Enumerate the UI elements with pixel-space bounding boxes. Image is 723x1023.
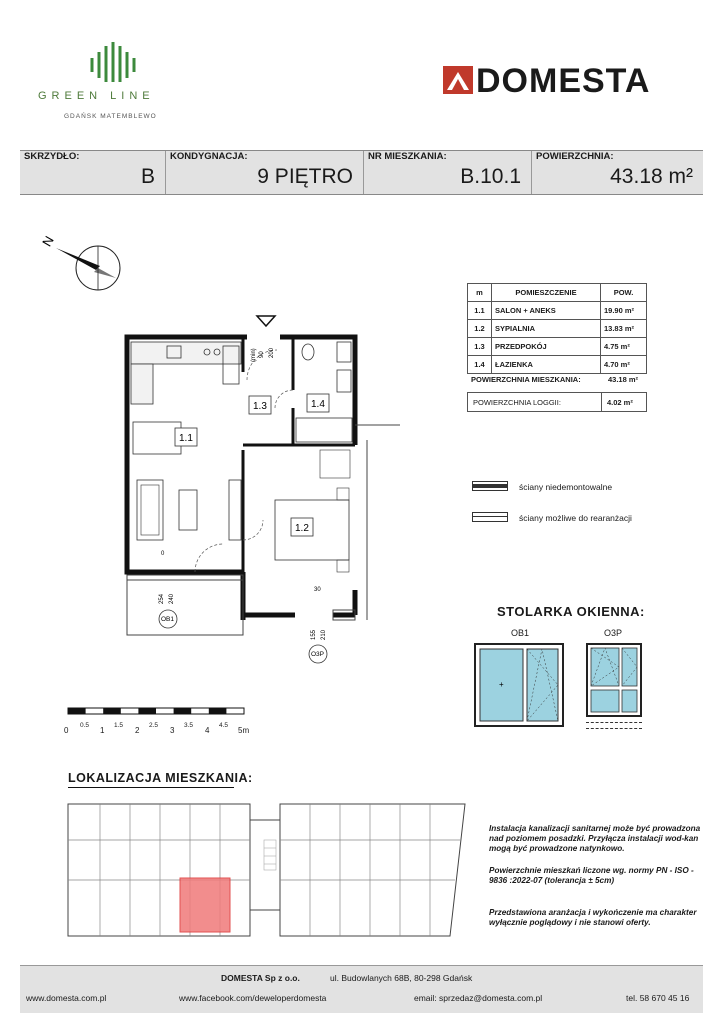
note-sanitary: Instalacja kanalizacji sanitarnej może być prowadzona nad poziomem posadzki. Przyłącza instalacji wod-kan mogą być prowadzone natynkowo. <box>489 824 701 853</box>
legend-item-2: ściany możliwe do rearanżacji <box>519 513 632 523</box>
scale-tick: 4.5 <box>219 722 229 729</box>
location-title-underline <box>68 787 234 788</box>
footer-address: ul. Budowlanych 68B, 80-298 Gdańsk <box>330 973 473 983</box>
scale-labels <box>64 722 264 736</box>
dim-door-c: (min) <box>251 348 257 362</box>
room-name: SYPIALNIA <box>492 320 601 338</box>
scale-tick: 0.5 <box>80 722 90 729</box>
scale-tick: 3 <box>170 726 175 735</box>
window-o3p-label: O3P <box>604 628 623 638</box>
rooms-table <box>467 283 647 374</box>
room-area: 19.90 m² <box>601 302 647 320</box>
scale-tick: 0 <box>64 726 69 735</box>
footer-website-link[interactable]: www.domesta.com.pl <box>26 993 107 1003</box>
dim-window-a: 155 <box>311 629 317 640</box>
loggia-label: POWIERZCHNIA LOGGII: <box>473 398 561 407</box>
window-ob1-label: OB1 <box>511 628 530 638</box>
apartment-info-bar <box>20 150 703 195</box>
table-row <box>468 356 647 374</box>
developer-logo-text: DOMESTA <box>476 62 651 100</box>
floor-plan <box>115 310 405 665</box>
scale-tick: 5m <box>238 726 250 735</box>
dim-window-top: 30 <box>314 587 321 593</box>
room-label-1-4: 1.4 <box>311 399 325 410</box>
dim-door-b: 200 <box>269 347 275 358</box>
scale-tick: 1.5 <box>114 722 124 729</box>
room-area: 4.75 m² <box>601 338 647 356</box>
col-header-area: POW. <box>601 284 647 302</box>
windows-title: STOLARKA OKIENNA: <box>497 604 645 619</box>
room-name: PRZEDPOKÓJ <box>492 338 601 356</box>
legend-swatch-solid <box>472 481 508 491</box>
col-header-name: POMIESZCZENIE <box>492 284 601 302</box>
wing-cell <box>20 151 166 194</box>
compass-north-label: N <box>39 233 57 249</box>
scale-tick: 2 <box>135 726 140 735</box>
area-label: POWIERZCHNIA: <box>536 151 614 162</box>
legend-item-1: ściany niedemontowalne <box>519 482 613 492</box>
room-area: 13.83 m² <box>601 320 647 338</box>
scale-tick: 4 <box>205 726 210 735</box>
table-row <box>468 302 647 320</box>
window-ob1-drawing <box>474 643 564 727</box>
wing-label: SKRZYDŁO: <box>24 151 80 162</box>
footer-email-link[interactable]: email: sprzedaz@domesta.com.pl <box>414 993 543 1003</box>
table-row <box>468 320 647 338</box>
floor-value: 9 PIĘTRO <box>257 165 353 188</box>
area-cell <box>532 151 703 194</box>
wing-value: B <box>140 165 155 188</box>
total-area-value: 43.18 m² <box>608 375 639 384</box>
total-area-label: POWIERZCHNIA MIESZKANIA: <box>471 375 581 384</box>
floor-label: KONDYGNACJA: <box>170 151 248 162</box>
legend-swatch-light <box>472 512 508 522</box>
window-o3p-sill-2 <box>586 728 642 729</box>
room-no: 1.4 <box>468 356 492 374</box>
green-line-logo <box>88 38 138 84</box>
room-no: 1.1 <box>468 302 492 320</box>
room-name: ŁAZIENKA <box>492 356 601 374</box>
dim-balcony-b: 240 <box>169 593 175 604</box>
legend-swatch-line <box>472 516 508 517</box>
floor-cell <box>166 151 364 194</box>
project-location: GDAŃSK MATEMBLEWO <box>64 113 157 120</box>
compass-icon <box>38 228 128 308</box>
footer-company: DOMESTA Sp z o.o. <box>221 973 300 983</box>
window-o3p-sill <box>586 722 642 723</box>
dim-balcony-a: 254 <box>159 593 165 604</box>
footer-facebook-link[interactable]: www.facebook.com/deweloperdomesta <box>179 993 327 1003</box>
window-o3p-drawing <box>586 643 642 717</box>
loggia-divider <box>601 392 602 412</box>
scale-tick: 3.5 <box>184 722 194 729</box>
location-title: LOKALIZACJA MIESZKANIA: <box>68 771 253 785</box>
tag-o3p: O3P <box>311 651 325 658</box>
room-label-1-2: 1.2 <box>295 523 309 534</box>
room-area: 4.70 m² <box>601 356 647 374</box>
scale-tick: 1 <box>100 726 105 735</box>
area-value: 43.18 m² <box>610 165 693 188</box>
table-header-row <box>468 284 647 302</box>
room-no: 1.3 <box>468 338 492 356</box>
loggia-value: 4.02 m² <box>607 398 633 407</box>
domesta-logo-icon <box>443 66 473 94</box>
col-header-no: m <box>468 284 492 302</box>
apartment-label: NR MIESZKANIA: <box>368 151 447 162</box>
footer-phone: tel. 58 670 45 16 <box>626 993 690 1003</box>
room-name: SALON + ANEKS <box>492 302 601 320</box>
dim-balcony-zero: 0 <box>161 551 165 557</box>
apartment-value: B.10.1 <box>460 165 521 188</box>
room-label-1-3: 1.3 <box>253 401 267 412</box>
note-area-norm: Powierzchnie mieszkań liczone wg. normy PN - ISO - 9836 :2022-07 (tolerancja ± 5cm) <box>489 866 694 885</box>
project-name: GREEN LINE <box>38 90 155 102</box>
note-disclaimer: Przedstawiona aranżacja i wykończenie ma charakter wyłącznie poglądowy i nie stanowi oferty. <box>489 908 697 927</box>
room-label-1-1: 1.1 <box>179 433 193 444</box>
table-row <box>468 338 647 356</box>
entrance-arrow-icon <box>257 316 275 326</box>
room-no: 1.2 <box>468 320 492 338</box>
building-location-plan <box>60 800 472 945</box>
scale-tick: 2.5 <box>149 722 159 729</box>
tag-ob1: OB1 <box>161 616 175 623</box>
apartment-cell <box>364 151 532 194</box>
dim-door-a: 90 <box>259 351 265 358</box>
svg-text:+: + <box>499 680 504 689</box>
dim-window-b: 210 <box>321 629 327 640</box>
apartment-highlight <box>180 878 230 932</box>
